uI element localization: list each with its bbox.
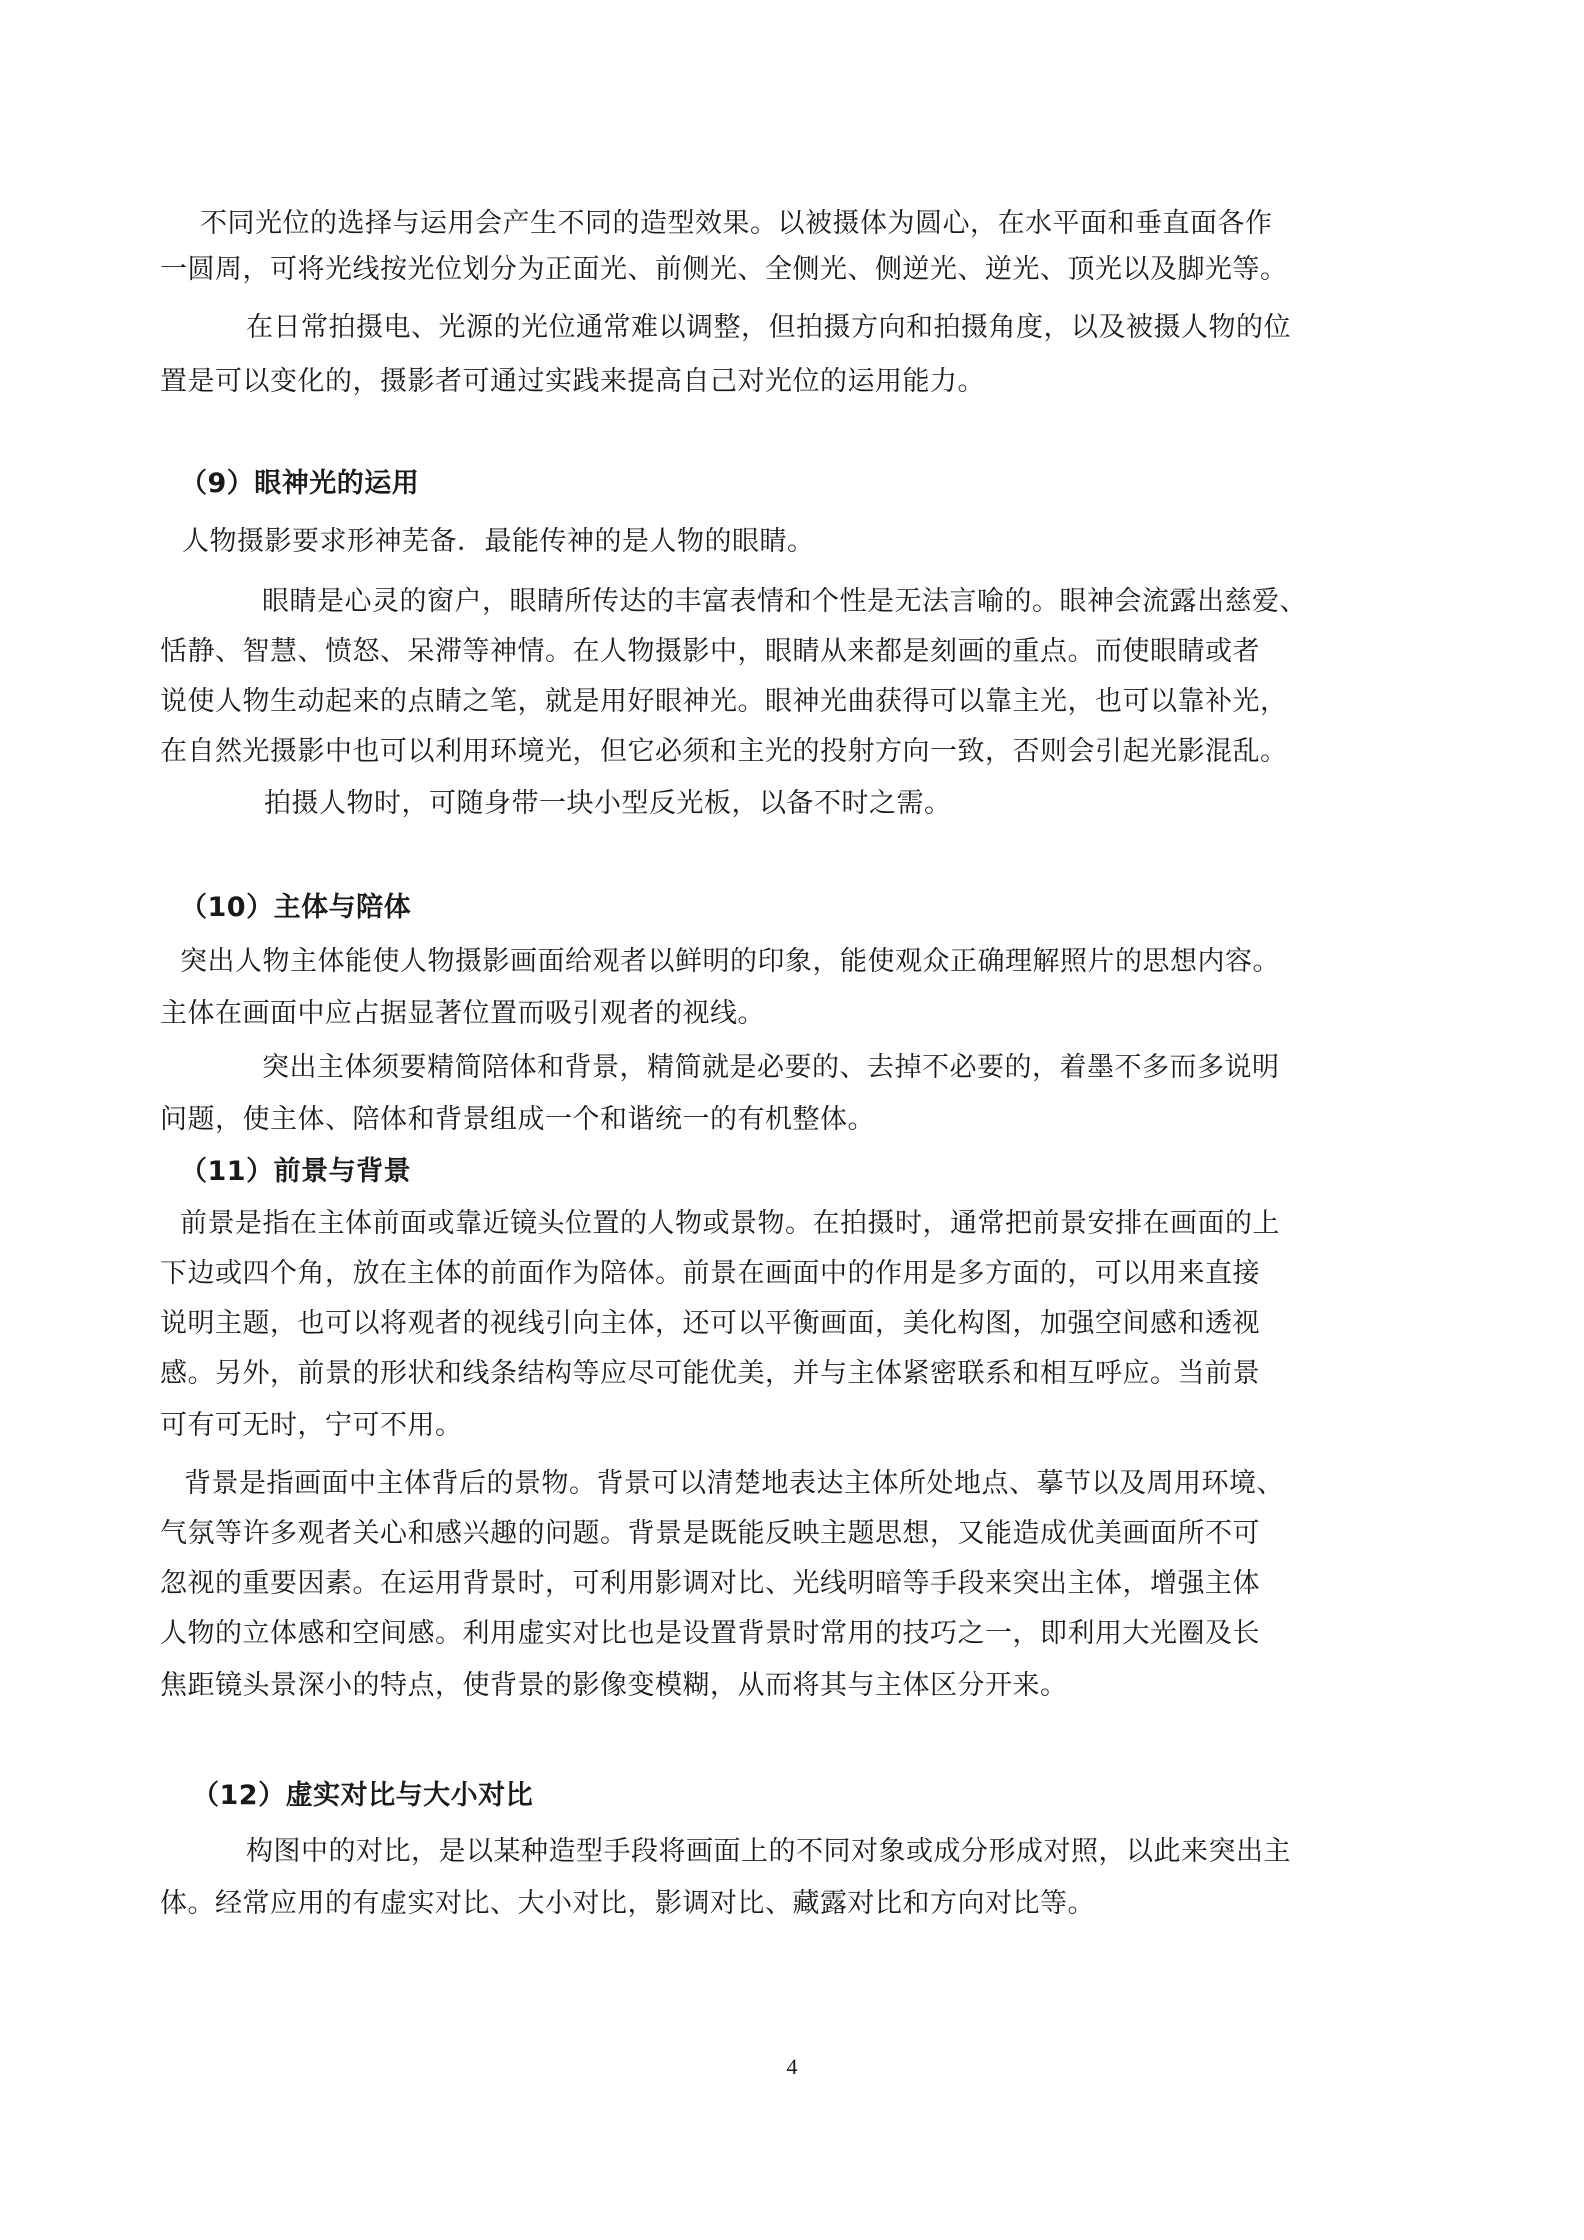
paragraph-line: 下边或四个角，放在主体的前面作为陪体。前景在画面中的作用是多方面的，可以用来直接 (160, 1258, 1260, 1289)
paragraph-line: 忽视的重要因素。在运用背景时，可利用影调对比、光线明暗等手段来突出主体，增强主体 (160, 1568, 1260, 1599)
section-heading-12: （12）虚实对比与大小对比 (192, 1780, 534, 1811)
paragraph-line: 人物摄影要求形神芜备．最能传神的是人物的眼睛。 (182, 526, 815, 557)
paragraph-line: 问题，使主体、陪体和背景组成一个和谐统一的有机整体。 (160, 1104, 875, 1135)
paragraph-line: 在自然光摄影中也可以利用环境光，但它必须和主光的投射方向一致，否则会引起光影混乱。 (160, 736, 1288, 767)
paragraph-line: 在日常拍摄电、光源的光位通常难以调整，但拍摄方向和拍摄角度，以及被摄人物的位 (246, 312, 1291, 343)
paragraph-line: 背景是指画面中主体背后的景物。背景可以清楚地表达主体所处地点、摹节以及周用环境、 (184, 1468, 1284, 1499)
paragraph-line: 人物的立体感和空间感。利用虚实对比也是设置背景时常用的技巧之一，即利用大光圈及长 (160, 1618, 1260, 1649)
paragraph-line: 体。经常应用的有虚实对比、大小对比，影调对比、藏露对比和方向对比等。 (160, 1888, 1095, 1919)
paragraph-line: 突出主体须要精简陪体和背景，精简就是必要的、去掉不必要的，着墨不多而多说明 (262, 1052, 1280, 1083)
paragraph-line: 主体在画面中应占据显著位置而吸引观者的视线。 (160, 998, 765, 1029)
paragraph-line: 说明主题，也可以将观者的视线引向主体，还可以平衡画面，美化构图，加强空间感和透视 (160, 1308, 1260, 1339)
section-heading-11: （11）前景与背景 (180, 1156, 412, 1187)
paragraph-line: 前景是指在主体前面或靠近镜头位置的人物或景物。在拍摄时，通常把前景安排在画面的上 (180, 1208, 1280, 1239)
paragraph-line: 气氛等许多观者关心和感兴趣的问题。背景是既能反映主题思想，又能造成优美画面所不可 (160, 1518, 1260, 1549)
paragraph-line: 可有可无时，宁可不用。 (160, 1410, 463, 1441)
page-number: 4 (786, 2054, 798, 2079)
paragraph-line: 说使人物生动起来的点睛之笔，就是用好眼神光。眼神光曲获得可以靠主光，也可以靠补光， (160, 686, 1288, 717)
paragraph-line: 焦距镜头景深小的特点，使背景的影像变模糊，从而将其与主体区分开来。 (160, 1670, 1068, 1701)
paragraph-line: 拍摄人物时，可随身带一块小型反光板，以备不时之需。 (264, 788, 952, 819)
section-heading-9: （9）眼神光的运用 (180, 468, 420, 499)
paragraph-line: 一圆周，可将光线按光位划分为正面光、前侧光、全侧光、侧逆光、逆光、顶光以及脚光等。 (160, 254, 1288, 285)
paragraph-line: 突出人物主体能使人物摄影画面给观者以鲜明的印象，能使观众正确理解照片的思想内容。 (180, 946, 1280, 977)
paragraph-line: 构图中的对比，是以某种造型手段将画面上的不同对象或成分形成对照，以此来突出主 (246, 1836, 1291, 1867)
paragraph-line: 感。另外，前景的形状和线条结构等应尽可能优美，并与主体紧密联系和相互呼应。当前景 (160, 1358, 1260, 1389)
paragraph-line: 不同光位的选择与运用会产生不同的造型效果。以被摄体为圆心，在水平面和垂直面各作 (200, 208, 1273, 239)
section-heading-10: （10）主体与陪体 (180, 892, 412, 923)
paragraph-line: 置是可以变化的，摄影者可通过实践来提高自己对光位的运用能力。 (160, 366, 985, 397)
paragraph-line: 眼睛是心灵的窗户，眼睛所传达的丰富表情和个性是无法言喻的。眼神会流露出慈爱、 (262, 586, 1307, 617)
paragraph-line: 恬静、智慧、愤怒、呆滞等神情。在人物摄影中，眼睛从来都是刻画的重点。而使眼睛或者 (160, 636, 1260, 667)
